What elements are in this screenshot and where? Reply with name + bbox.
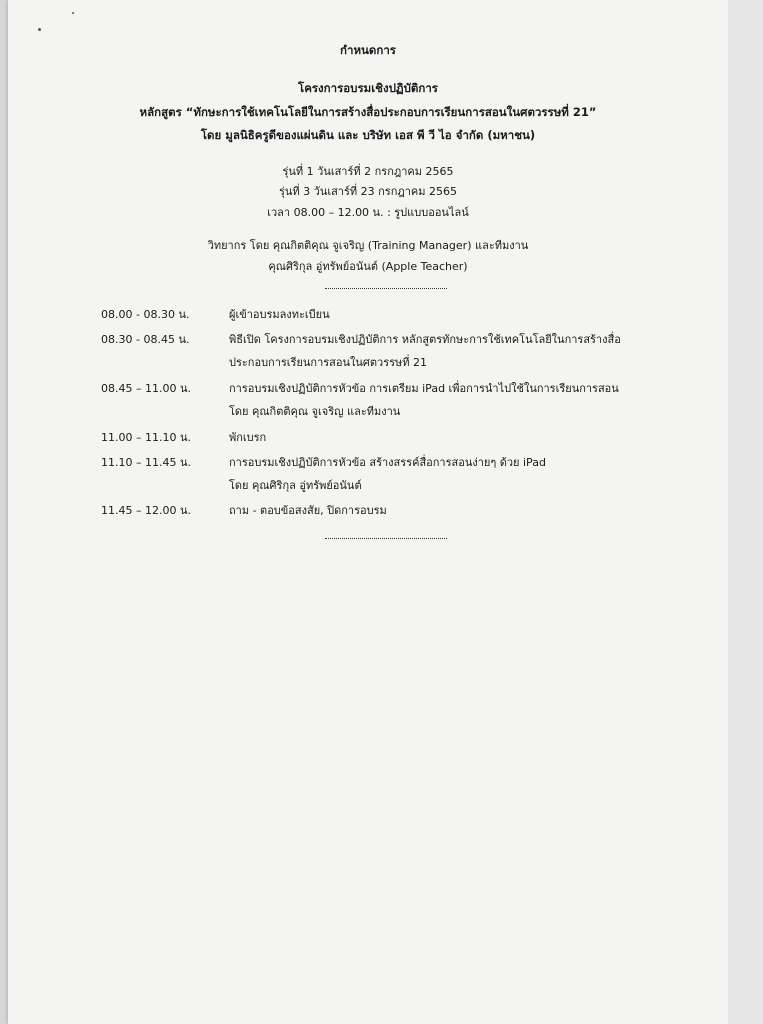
speakers-line-2: คุณศิริกุล อู่ทรัพย์อนันต์ (Apple Teacher) xyxy=(268,260,468,273)
dotted-divider xyxy=(325,288,447,289)
schedule-activity: พิธีเปิด โครงการอบรมเชิงปฏิบัติการ หลักสูตรทักษะการใช้เทคโนโลยีในการสร้างสื่อ xyxy=(229,333,621,346)
schedule-activity: ถาม - ตอบข้อสงสัย, ปิดการอบรม xyxy=(229,504,387,517)
time-and-format: เวลา 08.00 – 12.00 น. : รูปแบบออนไลน์ xyxy=(267,206,469,219)
schedule-time: 08.30 - 08.45 น. xyxy=(101,333,190,346)
session-1-date: รุ่นที่ 1 วันเสาร์ที่ 2 กรกฎาคม 2565 xyxy=(282,165,454,178)
project-title: โครงการอบรมเชิงปฏิบัติการ xyxy=(298,81,438,95)
scan-speck xyxy=(38,28,41,31)
schedule-time: 08.45 – 11.00 น. xyxy=(101,382,191,395)
schedule-activity: การอบรมเชิงปฏิบัติการหัวข้อ สร้างสรรค์สื่อการสอนง่ายๆ ด้วย iPad xyxy=(229,456,546,469)
page-edge xyxy=(728,0,763,1024)
schedule-time: 08.00 - 08.30 น. xyxy=(101,308,190,321)
scan-speck xyxy=(72,12,74,14)
schedule-activity: การอบรมเชิงปฏิบัติการหัวข้อ การเตรียม iPad เพื่อการนำไปใช้ในการเรียนการสอน xyxy=(229,382,619,395)
course-title: หลักสูตร “ทักษะการใช้เทคโนโลยีในการสร้างสื่อประกอบการเรียนการสอนในศตวรรษที่ 21” xyxy=(139,105,597,119)
schedule-time: 11.00 – 11.10 น. xyxy=(101,431,191,444)
schedule-activity: ผู้เข้าอบรมลงทะเบียน xyxy=(229,308,330,321)
document-heading: กำหนดการ xyxy=(340,43,396,57)
speakers-line-1: วิทยากร โดย คุณกิตติคุณ จูเจริญ (Training Manager) และทีมงาน xyxy=(207,239,529,252)
dotted-divider xyxy=(325,538,447,539)
organizers: โดย มูลนิธิครูดีของแผ่นดิน และ บริษัท เอส พี วี ไอ จำกัด (มหาชน) xyxy=(200,128,536,142)
session-3-date: รุ่นที่ 3 วันเสาร์ที่ 23 กรกฎาคม 2565 xyxy=(278,185,458,198)
schedule-activity: พักเบรก xyxy=(229,431,267,444)
schedule-time: 11.45 – 12.00 น. xyxy=(101,504,191,517)
schedule-activity-cont: โดย คุณกิตติคุณ จูเจริญ และทีมงาน xyxy=(229,405,401,418)
schedule-time: 11.10 – 11.45 น. xyxy=(101,456,191,469)
schedule-activity-cont: ประกอบการเรียนการสอนในศตวรรษที่ 21 xyxy=(229,356,428,369)
schedule-activity-cont: โดย คุณศิริกุล อู่ทรัพย์อนันต์ xyxy=(229,479,362,492)
